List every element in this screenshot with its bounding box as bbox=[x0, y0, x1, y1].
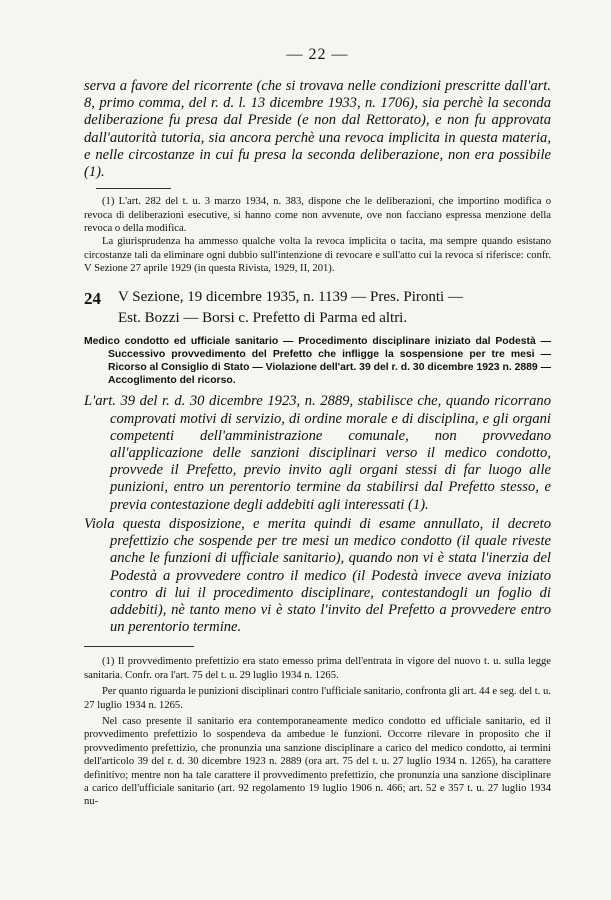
case-summary-text: Medico condotto ed ufficiale sanitario — Procedimento disciplinare iniziato dal Podestà — Successivo provvedimento del Prefetto che infligge la sospensione per tre mesi — Ricorso al Consiglio di Stato — Violazione dell'art. 39 del r. d. 30 dicembre 1923 n. 2889 —Accoglimento del ricorso. bbox=[84, 335, 551, 387]
footnote-top-1: (1) L'art. 282 del t. u. 3 marzo 1934, n. 383, dispone che le deliberazioni, che importino modifica o revoca di deliberazioni esecutive, si hanno come non avvenute, ove non facciano espressa menzione della revoca o della modifica. bbox=[84, 196, 551, 235]
case-maxim-2: Viola questa disposizione, e merita quindi di esame annullato, il decreto prefettizio che sospende per tre mesi un medico condotto (il quale riveste anche le funzioni di ufficiale sanitario), quando non vi è stata l'inerzia del Podestà a provvedere contro il medico (il Podestà invece aveva iniziato contro di lui il procedimento disciplinare, contestandogli un foglio di addebiti), nè tanto meno vi è stato l'invito del Prefetto a provvedere entro un perentorio termine. bbox=[84, 515, 551, 636]
footnote-divider bbox=[96, 188, 171, 189]
intro-paragraph: serva a favore del ricorrente (che si trovava nelle condizioni prescritte dall'art. 8, primo comma, del r. d. l. 13 dicembre 1933, n. 1706), sia perchè la seconda deliberazione fu presa dal Preside (e non dal Rettorato), e non fu approvata dall'autorità tutoria, sia ancora perchè una revoca implicita in questa materia, e nelle circostanze in cui fu presa la seconda deliberazione, non era possibile (1). bbox=[84, 78, 551, 181]
page-number: — 22 — bbox=[286, 46, 349, 63]
case-header-line1: V Sezione, 19 dicembre 1935, n. 1139 — Pres. Pironti — bbox=[118, 288, 463, 305]
case-summary bbox=[84, 335, 551, 388]
footnote-divider-bottom bbox=[84, 646, 194, 647]
case-header-line2: Est. Bozzi — Borsi c. Prefetto di Parma ed altri. bbox=[118, 309, 408, 326]
case-header bbox=[84, 288, 551, 309]
footnote-bottom-3: Nel caso presente il sanitario era contemporaneamente medico condotto ed ufficiale sanitario, ed il provvedimento prefettizio lo sospendeva da ambedue le funzioni. Occorre rilevare in proposito che il provvedimento prefettizio, che pronunzia una sanzione disciplinare a carico del medico condotto, ai termini dell'articolo 39 del r. d. 30 dicembre 1923 n. 2889 (ora art. 75 del t. u. 27 luglio 1934 n. 1265), ha carattere definitivo; mentre non ha tale carattere il provvedimento prefettizio, che pronunzia una sanzione disciplinare a carico dell'ufficiale sanitario (art. 92 regolamento 19 luglio 1906 n. 466; art. 52 e 357 t. u. 27 luglio 1934 nu- bbox=[84, 715, 551, 808]
case-number: 24 bbox=[84, 288, 101, 308]
footnote-bottom-1: (1) Il provvedimento prefettizio era stato emesso prima dell'entrata in vigore del nuovo t. u. sulla legge sanitaria. Confr. ora l'art. 75 del t. u. 29 luglio 1934 n. 1265. bbox=[84, 656, 551, 681]
footnote-bottom-2: Per quanto riguarda le punizioni disciplinari contro l'ufficiale sanitario, confronta gli art. 44 e seg. del t. u. 27 luglio 1934 n. 1265. bbox=[84, 686, 551, 711]
footnote-top-2: La giurisprudenza ha ammesso qualche volta la revoca implicita o tacita, ma sempre quando esistano circostanze tali da eliminare ogni dubbio sull'intenzione di revocare e sull'atto cui la revoca si riferisce: confr. V Sezione 27 aprile 1929 (in questa Rivista, 1929, II, 201). bbox=[84, 236, 551, 275]
case-maxim-1: L'art. 39 del r. d. 30 dicembre 1923, n. 2889, stabilisce che, quando ricorrano comprovati motivi di servizio, di ordine morale e di disciplina, e gli organi competenti dell'amministrazione comunale, non provvedano all'applicazione delle sanzioni disciplinari verso il medico condotto, provvede il Prefetto, previo invito agli organi stessi di far luogo alle punizioni, entro un perentorio termine da stabilirsi dal Prefetto stesso, e previa contestazione degli addebiti agli interessati (1). bbox=[84, 393, 551, 513]
